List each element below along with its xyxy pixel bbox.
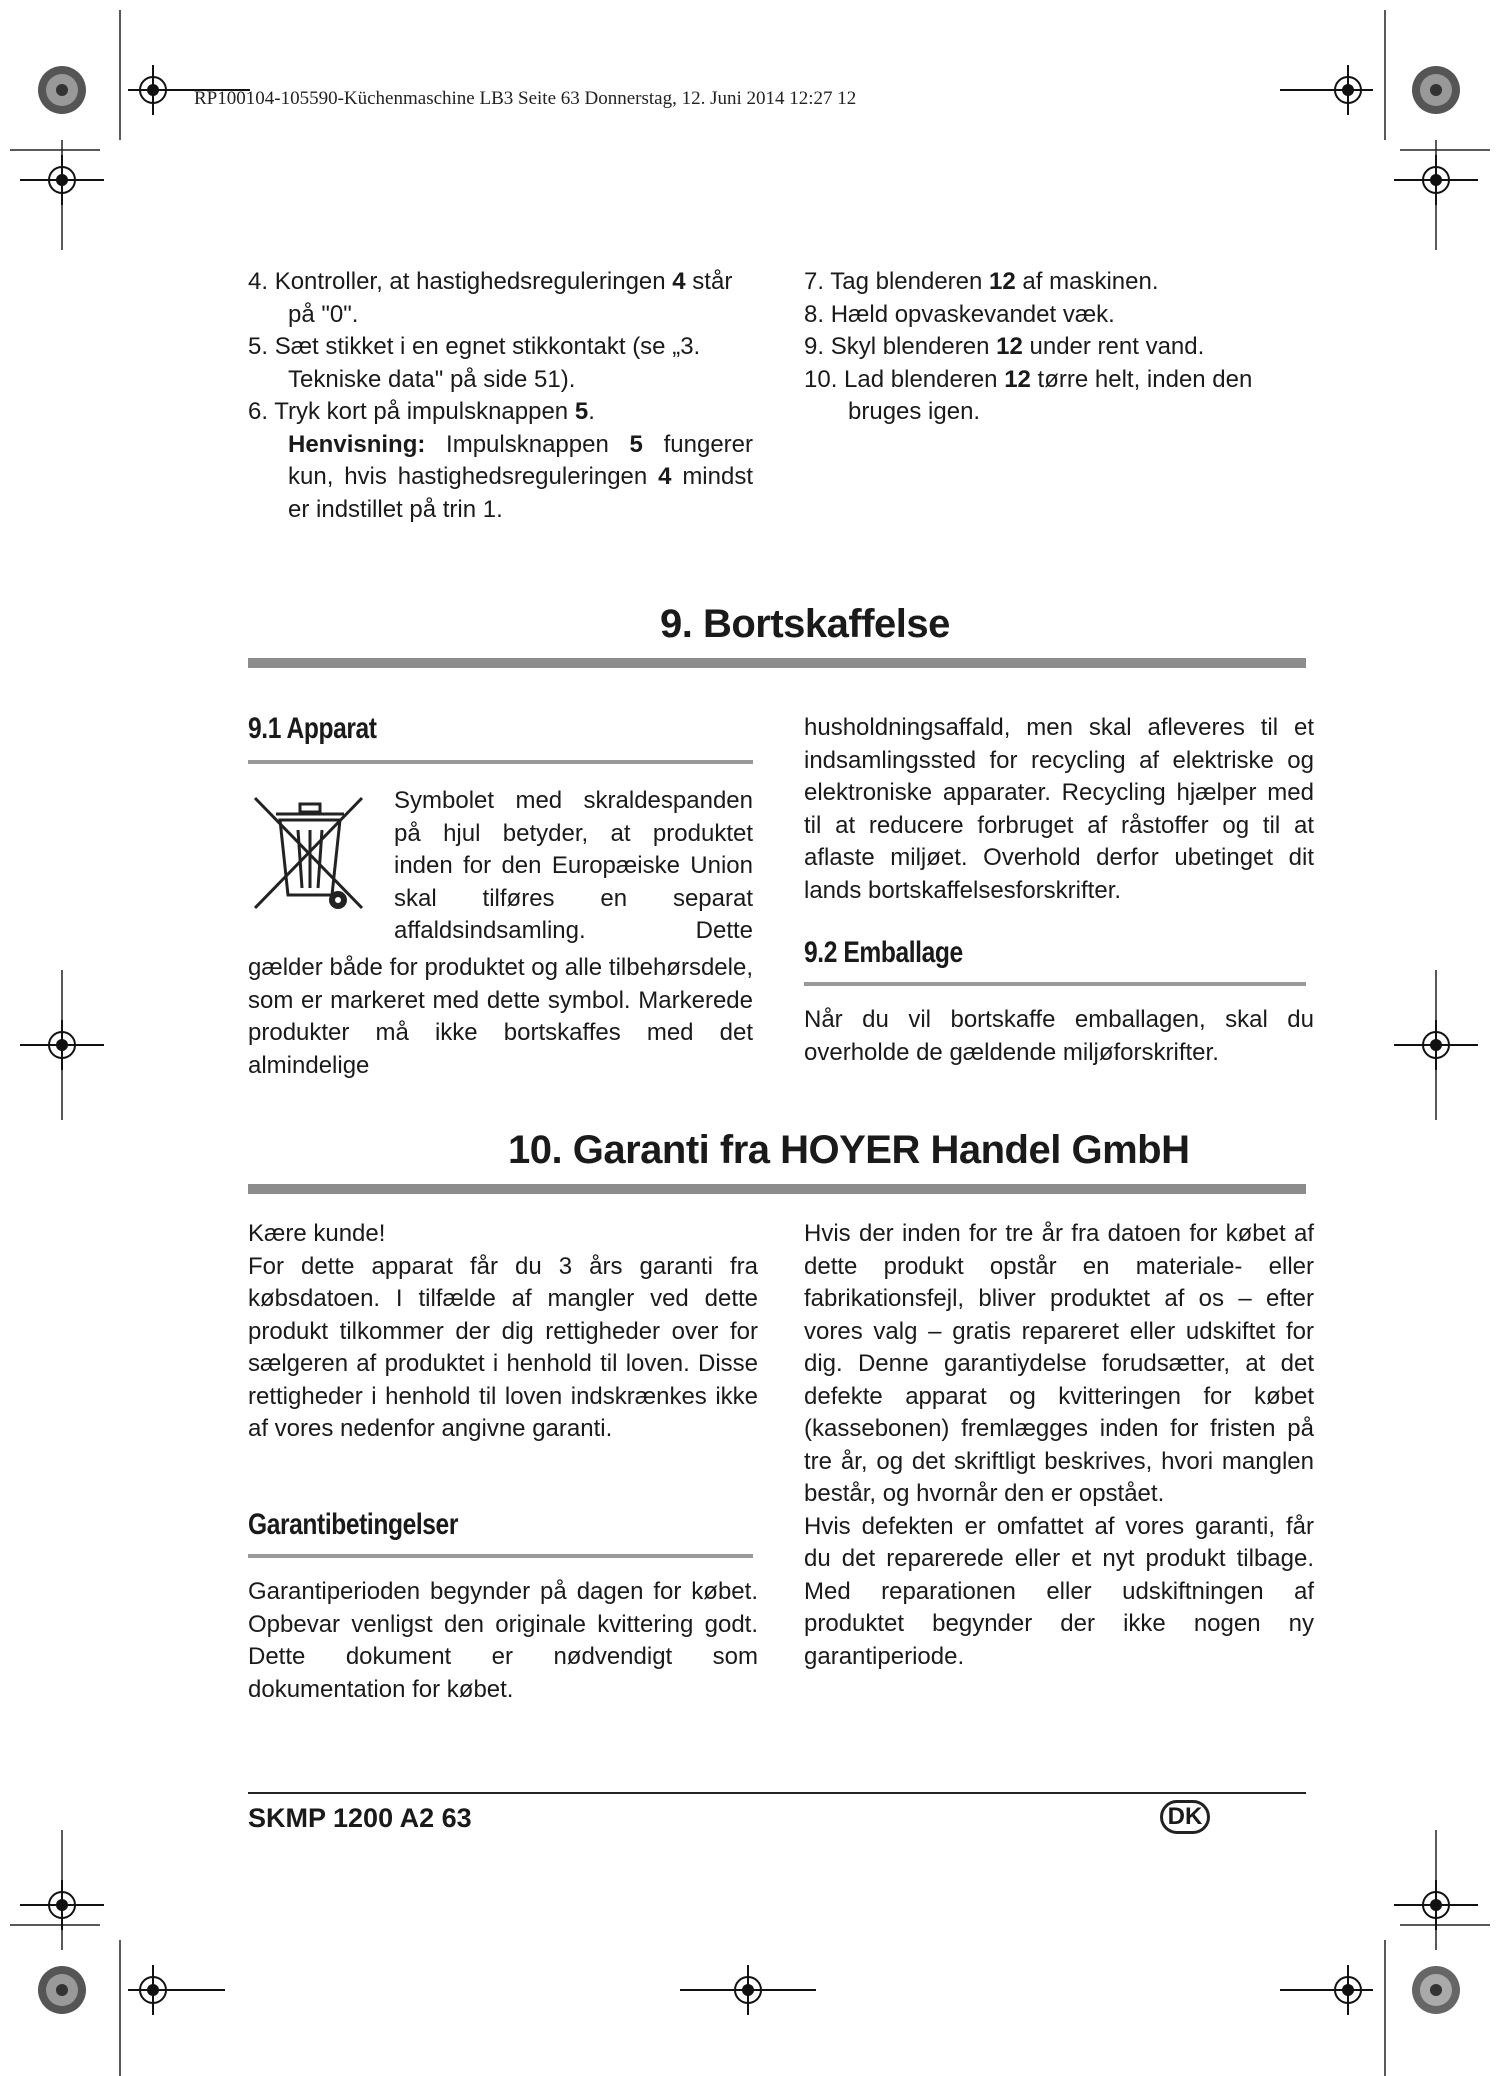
conditions-text: Garantiperioden begynder på dagen for købet. Opbevar venligst den originale kvittering godt. Dette dokument er nødvendigt som dokumentation for købet. — [248, 1578, 758, 1703]
sub1-text-right: husholdningsaffald, men skal afleveres til et indsamlingssted for recycling af elektriske og elektroniske apparater. Recycling hjælper med til at reducere forbruget af råstoffer og til at aflaste miljøet. Overhold derfor ubetinget dit lands bortskaffelsesforskrifter. — [804, 714, 1314, 904]
list-item: 4. Kontroller, at hastighedsreguleringen 4 står på "0". — [248, 268, 733, 328]
list-item: 9. Skyl blenderen 12 under rent vand. — [804, 333, 1205, 360]
list-item: 7. Tag blenderen 12 af maskinen. — [804, 268, 1159, 295]
section-heading: 10. Garanti fra HOYER Handel GmbH — [508, 1128, 1190, 1172]
list-item: 8. Hæld opvaskevandet væk. — [804, 300, 1115, 328]
subsection-heading: Garantibetingelser — [248, 1508, 458, 1541]
crossed-out-wheelie-bin-icon — [250, 790, 370, 920]
subsection-rule — [804, 982, 1306, 986]
sub1-text-wrapped: Symbolet med skraldespanden på hjul betyder, at produktet inden for den Europæiske Union skal tilføres en separat affaldsindsamling. Dette — [394, 787, 753, 944]
section-heading: 9. Bortskaffelse — [660, 602, 950, 646]
country-badge: DK — [1160, 1800, 1210, 1834]
sub1-text-continued: gælder både for produktet og alle tilbehørsdele, som er markeret med dette symbol. Markerede produkter må ikke bortskaffes med det almindelige — [248, 954, 753, 1079]
greeting: Kære kunde! — [248, 1220, 386, 1247]
print-slug-line: RP100104-105590-Küchenmaschine LB3 Seite 63 Donnerstag, 12. Juni 2014 12:27 12 — [194, 88, 857, 109]
warranty-intro: For dette apparat får du 3 års garanti fra købsdatoen. I tilfælde af mangler ved dette produkt tilkommer der dig rettigheder over for sælgeren af produktet i henhold til loven. Disse rettigheder i henhold til loven indskrænkes ikke af vores nedenfor angivne garanti. — [248, 1252, 758, 1442]
subsection-heading: 9.2 Emballage — [804, 936, 963, 969]
footer-rule — [248, 1792, 1306, 1794]
warranty-paragraph: Hvis der inden for tre år fra datoen for købet af dette produkt opstår en materiale- eller fabrikationsfejl, bliver produktet af os – efter vores valg – gratis repareret eller udskiftet for dig. Denne garantiydelse forudsætter, at det defekte apparat og kvitteringen for købet (kassebonen) fremlægges inden for fristen på tre år, og det skriftligt beskrives, hvori manglen består, og hvornår den er opstået. — [804, 1220, 1314, 1507]
subsection-heading: 9.1 Apparat — [248, 712, 377, 745]
subsection-rule — [248, 1554, 753, 1558]
note-paragraph: Henvisning: Impulsknappen 5 fungerer kun, hvis hastighedsreguleringen 4 mindst er indstillet på trin 1. — [288, 430, 754, 523]
list-item: 5. Sæt stikket i en egnet stikkontakt (se „3. Tekniske data" på side 51). — [248, 333, 701, 393]
subsection-rule — [248, 760, 753, 764]
warranty-right-column — [804, 1218, 1314, 1673]
warranty-left-column — [248, 1218, 758, 1446]
section-rule — [248, 1184, 1306, 1194]
list-item: 6. Tryk kort på impulsknappen 5. — [248, 398, 595, 425]
section-rule — [248, 658, 1306, 668]
sub2-text: Når du vil bortskaffe emballagen, skal du overholde de gældende miljøforskrifter. — [804, 1006, 1314, 1066]
warranty-paragraph: Hvis defekten er omfattet af vores garanti, får du det reparerede eller et nyt produkt tilbage. Med reparationen eller udskiftningen af produktet begynder der ikke nogen ny garantiperiode. — [804, 1512, 1314, 1670]
steps-right — [804, 266, 1314, 429]
footer-model-page: SKMP 1200 A2 63 — [248, 1803, 472, 1833]
steps-left — [248, 266, 753, 526]
list-item: 10. Lad blenderen 12 tørre helt, inden den bruges igen. — [804, 365, 1253, 425]
